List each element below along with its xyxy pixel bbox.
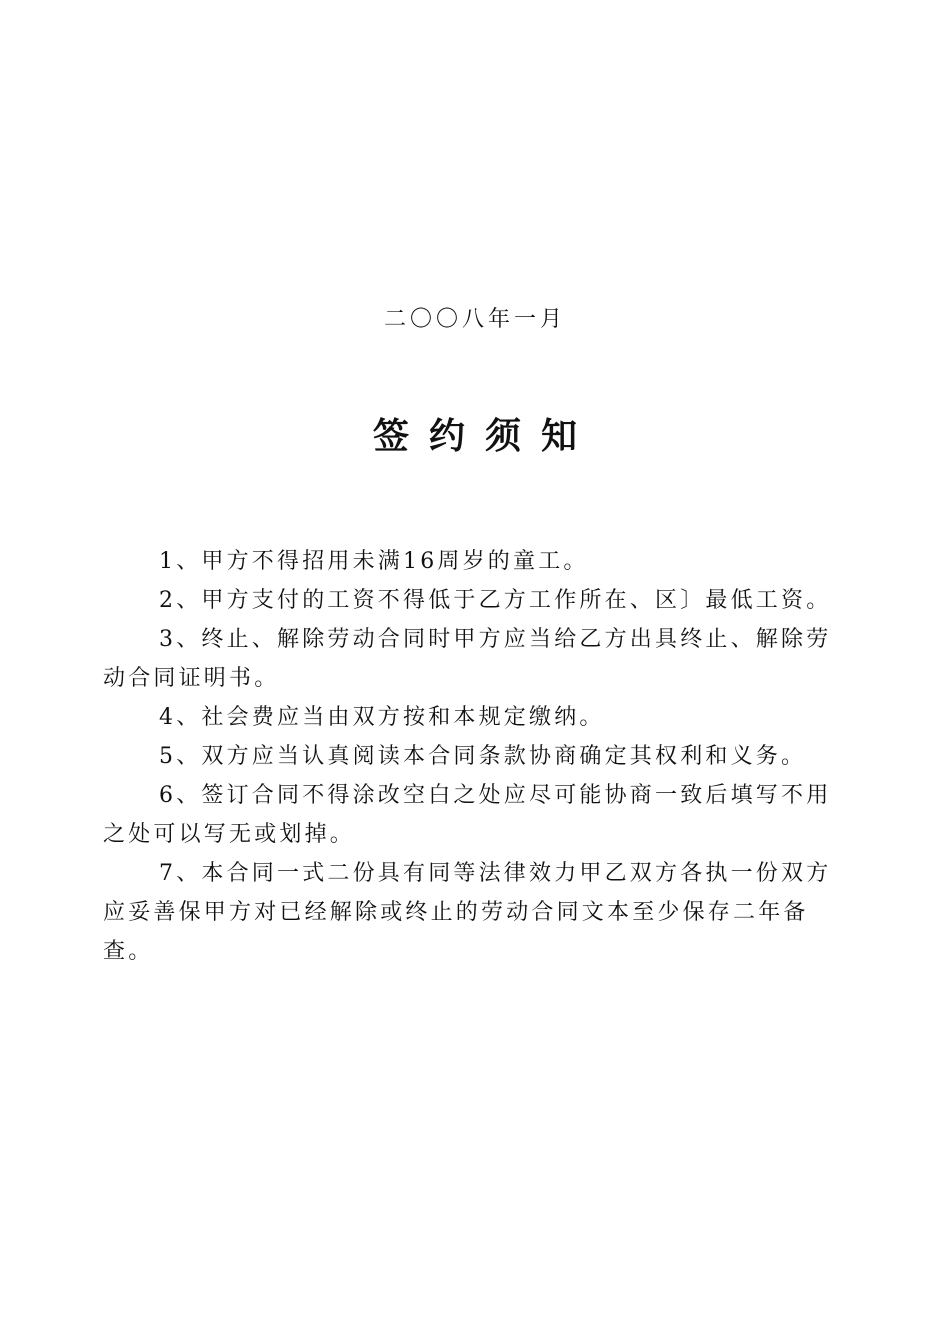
- notice-item-4: 4、社会费应当由双方按和本规定缴纳。: [159, 705, 605, 730]
- page-title: 签约须知: [372, 415, 597, 457]
- notice-item-2: 2、甲方支付的工资不得低于乙方工作所在、区〕最低工资。: [159, 588, 832, 613]
- notice-item-7: 7、本合同一式二份具有同等法律效力甲乙双方各执一份双方应妥善保甲方对已经解除或终止的劳动合同文本至少保存二年备查。: [103, 861, 832, 964]
- notice-item-5: 5、双方应当认真阅读本合同条款协商确定其权利和义务。: [159, 744, 807, 769]
- notice-list: [103, 542, 848, 971]
- notice-item-6: 6、签订合同不得涂改空白之处应尽可能协商一致后填写不用之处可以写无或划掉。: [103, 783, 832, 847]
- notice-item-3: 3、终止、解除劳动合同时甲方应当给乙方出具终止、解除劳动合同证明书。: [103, 627, 832, 691]
- document-date: 二〇〇八年一月: [383, 307, 566, 332]
- notice-item-1: 1、甲方不得招用未满16周岁的童工。: [159, 549, 589, 574]
